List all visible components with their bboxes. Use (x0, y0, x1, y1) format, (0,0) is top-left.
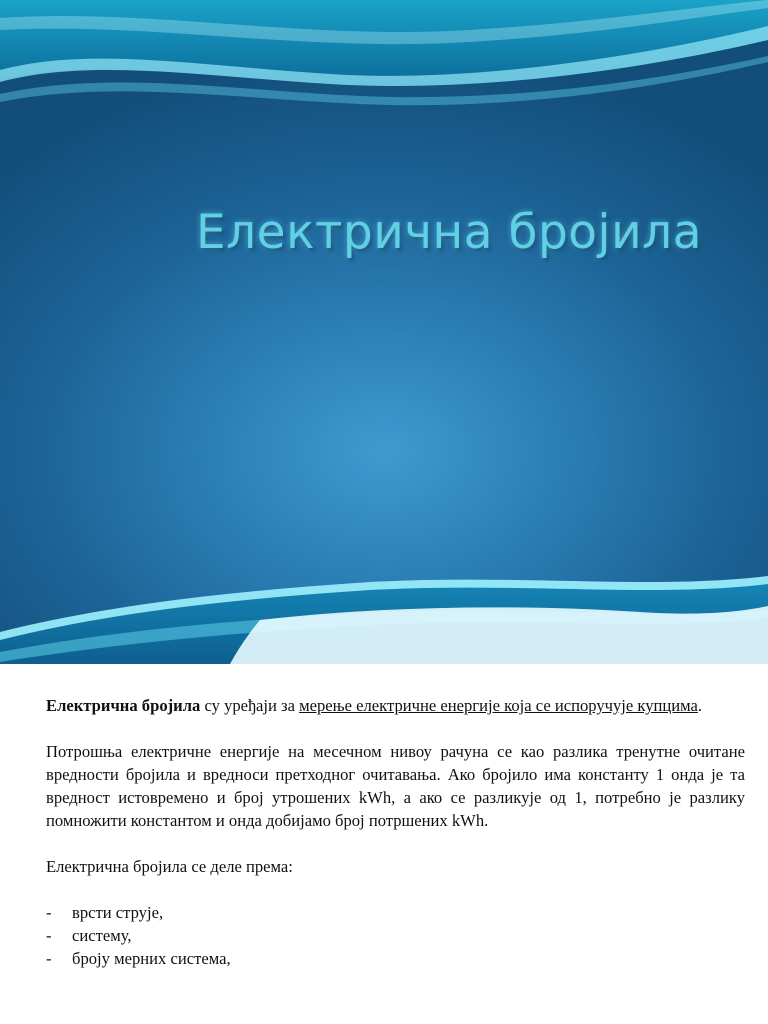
list-dash: - (46, 926, 52, 945)
classification-list (46, 901, 745, 970)
list-item-text: броју мерних система, (72, 949, 231, 968)
consumption-paragraph: Потрошња електричне енергије на месечном нивоу рачуна се као разлика тренутне очитане вредности бројила и вредноси претходног очитавања. Ако бројило има константу 1 онда је та вредност истовремено и број утрошених kWh, а ако се разликује од 1, потребно је разлику помножити константом и онда добијамо број потршених kWh. (46, 742, 745, 830)
list-item-text: систему, (72, 926, 132, 945)
slide-title: Електрична бројила (195, 205, 702, 260)
classification-intro: Електрична бројила се деле према: (46, 857, 293, 876)
document-body (46, 694, 745, 970)
list-dash: - (46, 903, 52, 922)
definition-text: су уређаји за (200, 696, 300, 715)
list-item (46, 947, 745, 970)
definition-paragraph (46, 694, 745, 717)
list-item-text: врсти струје, (72, 903, 164, 922)
list-item (46, 924, 745, 947)
definition-underlined: мерење електричне енергије која се испоручује купцима (299, 696, 698, 715)
term-bold: Електрична бројила (46, 696, 201, 715)
list-item (46, 901, 745, 924)
definition-end: . (697, 696, 703, 715)
list-dash: - (46, 949, 52, 968)
